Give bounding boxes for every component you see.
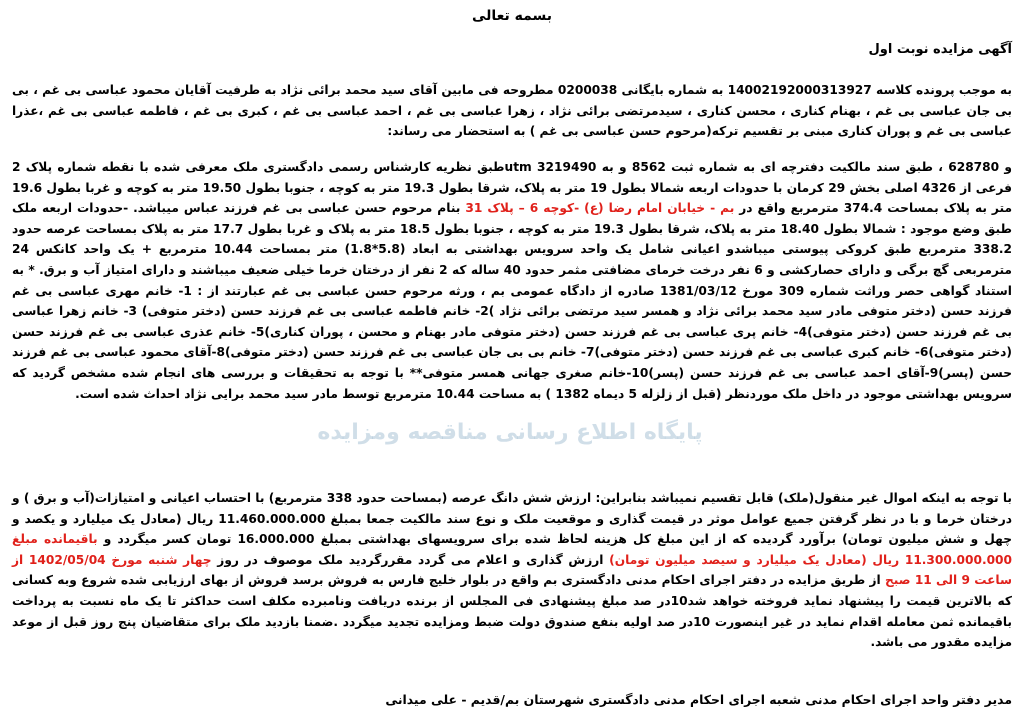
document-title: بسمه تعالی (471, 8, 553, 24)
property-text-part2: بنام مرحوم حسن عباسی بی غم فرزند عباس میباشد. -حدودات اربعه ملک طبق وضع موجود : شمالا بطول 18.40 متر به پلاک، شرقا بطول 19.3 متر به کوچه ، جنوبا بطول 18.5 متر به پلاک و غربا بطول 17.7 متر به پلاک بمساحت عرصه حدود 338.2 مترمربع طبق کروکی پیوستی میباشدو اعیانی شامل یک واحد سرویس بهداشتی به ابعاد (5.8*1.8) متر بمساحت 10.44 مترمربع + یک واحد کانکس 24 مترمربعی گچ برگی و دارای حصارکشی و 6 نفر درخت خرمای مضافتی مثمر حدود 40 ساله که 2 نفر از درختان خرما خیلی ضعیف میباشند و دارای امتیاز آب و برق. * به استناد گواهی حصر وراثت شماره 309 مورخ 1381/03/12 صادره از دادگاه عمومی بم ، ورثه مرحوم حسن عباسی بی غم عبارتند از : 1- خانم مهری عباسی بی غم فرزند حسن (دختر متوفی مادر سید محمد برائی نژاد و همسر سید مرتضی برائی نژاد )2- خانم فاطمه عباسی بی غم فرزند حسن (دختر متوفی) 3- خانم زهرا عباسی بی غم فرزند حسن (دختر متوفی)4- خانم پری عباسی بی غم فرزند حسن (دختر متوفی مادر بهنام و محسن ، پوران کناری)5- خانم عذری عباسی بی غم فرزند حسن (دختر متوفی)6- خانم کبری عباسی بی غم فرزند حسن (دختر متوفی)7- خانم بی بی جان عباسی بی غم فرزند حسن (دختر متوفی)8-آقای محمود عباسی بی غم فرزند حسن (پسر)9-آقای احمد عباسی بی غم فرزند حسن (پسر)10-خانم صغری جهانی همسر متوفی** با توجه به تحقیقات و بررسی های انجام شده مشخص گردید که سرویس بهداشتی موجود در داخل ملک موردنظر (قبل از زلزله 5 دیماه 1382 ) به مساحت 10.44 مترمربع توسط مادر سید محمد برایی نژاد احداث شده است. (12, 201, 1013, 401)
property-address: بم - خیابان امام رضا (ع) -کوچه 6 – پلاک 31 (465, 201, 735, 216)
property-description-paragraph (12, 157, 1012, 404)
remaining-value: باقیمانده مبلغ 11.300.000.000 ریال (معادل یک میلیارد و سیصد میلیون تومان) (12, 532, 1013, 567)
case-intro-paragraph: به موجب پرونده کلاسه 14002192000313927 به شماره بایگانی 0200038 مطروحه فی مابین آقای سید محمد برائی نژاد به طرفیت آقایان محمود عباسی بی غم ، بی بی جان عباسی بی غم ، بهنام کناری ، محسن کناری ، سیدمرتضی برائی نژاد ، زهرا عباسی بی غم ، احمد عباسی بی غم ، کبری بی غم ، فاطمه عباسی بی غم ،عذرا عباسی بی غم و پوران کناری مبنی بر تقسیم ترکه(مرحوم حسن عباسی بی غم ) به استحضار می رساند: (12, 83, 1012, 139)
property-text-part1: و 628780 ، طبق سند مالکیت دفترچه ای به شماره ثبت 8562 و به 3219490 utmطبق نظریه کارشناس رسمی دادگستری ملک معرفی شده با نقطه شماره پلاک 2 فرعی از 4326 اصلی بخش 29 کرمان با حدودات اربعه شمالا بطول 19 متر به پلاک، شرقا بطول 19.3 متر به کوچه ، جنوبا بطول 19.50 متر به کوچه و غربا بطول 19.6 متر به پلاک بمساحت 374.4 مترمربع واقع در (12, 160, 1013, 216)
valuation-auction-paragraph (12, 488, 1012, 653)
signature-line: مدیر دفتر واحد اجرای احکام مدنی شعبه اجرای احکام مدنی دادگستری شهرستان بم/قدیم - علی میدانی (385, 692, 1012, 707)
valuation-text-part3: از طریق مزایده در دفتر اجرای احکام مدنی دادگستری بم واقع در بلوار خلیج فارس به فروش برسد فروش از بهای ارزیابی شده شروع وبه کسانی که بالاترین قیمت را پیشنهاد نماید فروخته خواهد شد10در صد مبلغ پیشنهادی فی المجلس از برنده دریافت ونامبرده مکلف است حداکثر تا یک ماه نسبت به پرداخت باقیمانده ثمن معامله اقدام نماید در غیر اینصورت 10در صد اولیه بنفع صندوق دولت ضبط ومزایده تجدید میگردد .ضمنا بازدید ملک برای متقاضیان پنج روز قبل از موعد مزایده مقدور می باشد. (12, 573, 1012, 650)
valuation-text-part2: ارزش گذاری و اعلام می گردد مقررگردید ملک موصوف در روز (211, 552, 610, 567)
watermark-text: پایگاه اطلاع رسانی مناقصه ومزایده (317, 420, 703, 445)
valuation-text-part1: با توجه به اینکه اموال غیر منقول(ملک) قابل تقسیم نمیباشد بنابراین: ارزش شش دانگ عرصه (بمساحت حدود 338 مترمربع) با احتساب اعیانی و امتیازات(آب و برق ) و درختان خرما و با در نظر گرفتن جمیع عوامل موثر در قیمت گذاری و موقعیت ملک و نوع سند مالکیت جمعا بمبلغ 11.460.000.000 ریال (معادل یک میلیارد و یکصد و چهل و شش میلیون تومان) برآورد گردیده که از این مبلغ کل هزینه لحاظ شده برای سرویسهای بهداشتی بمبلغ 16.000.000 تومان کسر میگردد و (12, 491, 1012, 547)
auction-time: چهار شنبه مورخ 1402/05/04 از ساعت 9 الی 11 صبح (12, 552, 1012, 588)
notice-subtitle: آگهی مزایده نوبت اول (868, 42, 1012, 57)
